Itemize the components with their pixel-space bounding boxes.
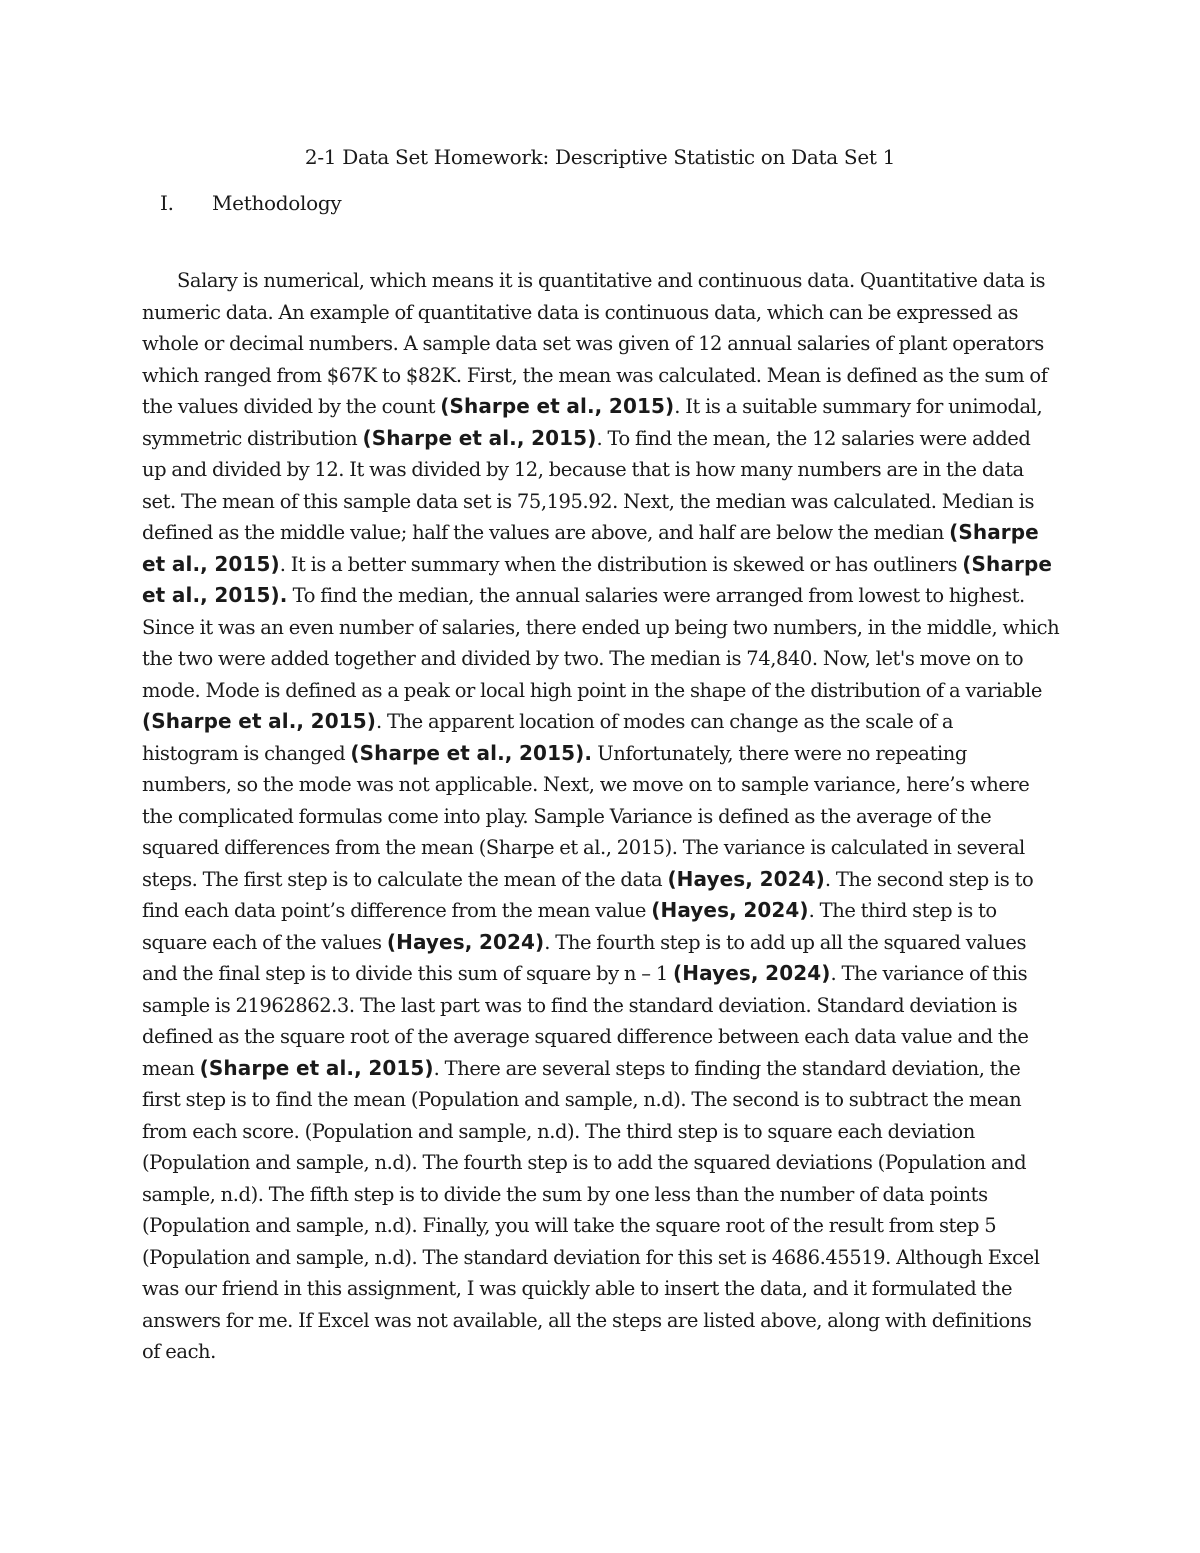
body-text-run: . The third step is to bbox=[808, 899, 997, 922]
body-line bbox=[142, 517, 1062, 549]
body-line bbox=[142, 706, 1062, 738]
citation: (Sharpe et al., 2015) bbox=[362, 425, 597, 450]
body-line bbox=[142, 738, 1062, 770]
body-text-run: sample is 21962862.3. The last part was to find the standard deviation. Standard deviation is bbox=[142, 993, 1018, 1017]
body-text-run: . To find the mean, the 12 salaries were added bbox=[596, 426, 1031, 450]
body-text-run: (Population and sample, n.d). The standard deviation for this set is 4686.45519. Although Excel bbox=[142, 1245, 1040, 1269]
body-text-run: the two were added together and divided by two. The median is 74,840. Now, let's move on to bbox=[142, 647, 1024, 670]
section-title: Methodology bbox=[212, 191, 342, 215]
body-line bbox=[142, 580, 1062, 612]
body-line bbox=[142, 423, 1062, 455]
body-line bbox=[142, 1242, 1062, 1274]
body-line bbox=[142, 486, 1062, 518]
body-text-run: . It is a better summary when the distribution is skewed or has outliners bbox=[279, 552, 963, 576]
body-line bbox=[142, 1336, 1062, 1368]
body-text-run: mean bbox=[142, 1056, 200, 1080]
body-line bbox=[142, 454, 1062, 486]
body-line bbox=[142, 769, 1062, 801]
body-line bbox=[142, 1021, 1062, 1053]
body-text-run: Salary is numerical, which means it is quantitative and continuous data. Quantitative data is bbox=[177, 269, 1046, 292]
body-text-run: . There are several steps to finding the standard deviation, the bbox=[433, 1056, 1021, 1080]
body-line bbox=[142, 1210, 1062, 1242]
document-title: 2-1 Data Set Homework: Descriptive Statistic on Data Set 1 bbox=[304, 145, 896, 169]
body-text-run: and the final step is to divide this sum of square by n – 1 bbox=[142, 962, 674, 985]
body-text-run: numeric data. An example of quantitative data is continuous data, which can be expressed as bbox=[142, 300, 1019, 324]
citation: (Hayes, 2024) bbox=[386, 929, 545, 954]
citation: et al., 2015) bbox=[142, 551, 280, 576]
body-line bbox=[142, 990, 1062, 1022]
citation: (Sharpe bbox=[962, 551, 1053, 576]
section-heading bbox=[160, 189, 341, 217]
body-line bbox=[142, 832, 1062, 864]
body-line bbox=[142, 328, 1062, 360]
section-number: I. bbox=[160, 191, 174, 215]
body-text-run: was our friend in this assignment, I was quickly able to insert the data, and it formulated the bbox=[142, 1277, 1013, 1300]
citation: et al., 2015). bbox=[142, 583, 288, 607]
body-line bbox=[142, 675, 1062, 707]
body-text-run: histogram is changed bbox=[142, 741, 351, 765]
body-text-run: . The fourth step is to add up all the squared values bbox=[544, 930, 1027, 954]
body-line bbox=[142, 360, 1062, 392]
body-line bbox=[142, 612, 1062, 644]
body-text-run: symmetric distribution bbox=[142, 426, 363, 450]
body-line bbox=[142, 801, 1062, 833]
body-text-run: from each score. (Population and sample, n.d). The third step is to square each deviation bbox=[142, 1119, 975, 1143]
body-text-run: defined as the middle value; half the values are above, and half are below the median bbox=[142, 521, 950, 544]
body-text-run: the values divided by the count bbox=[142, 395, 441, 418]
body-line bbox=[142, 927, 1062, 959]
citation: (Sharpe et al., 2015) bbox=[440, 394, 675, 418]
citation: (Hayes, 2024) bbox=[651, 898, 809, 922]
body-text-run: first step is to find the mean (Population and sample, n.d). The second is to subtract the mean bbox=[142, 1088, 1022, 1111]
citation: (Hayes, 2024) bbox=[667, 866, 825, 891]
body-text-run: . The variance of this bbox=[830, 962, 1028, 985]
citation: (Sharpe et al., 2015) bbox=[142, 709, 376, 733]
body-text-run: . The apparent location of modes can change as the scale of a bbox=[376, 710, 954, 733]
body-line bbox=[142, 1273, 1062, 1305]
body-text-run: (Population and sample, n.d). The fourth step is to add the squared deviations (Population and bbox=[142, 1151, 1027, 1174]
body-text-run: steps. The first step is to calculate the mean of the data bbox=[142, 867, 668, 891]
body-paragraph bbox=[142, 265, 1062, 1368]
body-line bbox=[142, 391, 1062, 423]
body-text-run: answers for me. If Excel was not available, all the steps are listed above, along with definitions bbox=[142, 1308, 1032, 1332]
body-text-run: find each data point’s difference from the mean value bbox=[142, 899, 652, 922]
citation: (Sharpe bbox=[949, 520, 1039, 544]
body-text-run: squared differences from the mean (Sharpe et al., 2015). The variance is calculated in several bbox=[142, 836, 1025, 859]
body-text-run: . The second step is to bbox=[824, 867, 1034, 891]
body-line bbox=[142, 643, 1062, 675]
body-text-run: defined as the square root of the average squared difference between each data value and the bbox=[142, 1025, 1029, 1048]
body-text-run: up and divided by 12. It was divided by 12, because that is how many numbers are in the data bbox=[142, 458, 1024, 481]
body-line bbox=[142, 895, 1062, 927]
body-line bbox=[142, 958, 1062, 990]
body-text-run: . It is a suitable summary for unimodal, bbox=[674, 395, 1043, 418]
body-line bbox=[142, 265, 1062, 297]
body-text-run: which ranged from $67K to $82K. First, the mean was calculated. Mean is defined as the sum of bbox=[142, 363, 1048, 387]
body-text-run: numbers, so the mode was not applicable. Next, we move on to sample variance, here’s where bbox=[142, 773, 1030, 796]
body-text-run: (Population and sample, n.d). Finally, you will take the square root of the result from step 5 bbox=[142, 1214, 997, 1237]
body-line bbox=[142, 1116, 1062, 1148]
body-text-run: mode. Mode is defined as a peak or local high point in the shape of the distribution of a variable bbox=[142, 678, 1042, 702]
body-line bbox=[142, 1053, 1062, 1085]
body-line bbox=[142, 864, 1062, 896]
body-text-run: Since it was an even number of salaries, there ended up being two numbers, in the middle, which bbox=[142, 615, 1060, 639]
body-text-run: set. The mean of this sample data set is 75,195.92. Next, the median was calculated. Median is bbox=[142, 489, 1035, 513]
citation: (Sharpe et al., 2015) bbox=[199, 1055, 434, 1080]
body-text-run: square each of the values bbox=[142, 930, 387, 954]
body-text-run: whole or decimal numbers. A sample data set was given of 12 annual salaries of plant operators bbox=[142, 332, 1044, 355]
body-text-run: the complicated formulas come into play. Sample Variance is defined as the average of the bbox=[142, 804, 992, 828]
body-line bbox=[142, 297, 1062, 329]
body-line bbox=[142, 1179, 1062, 1211]
body-line bbox=[142, 1147, 1062, 1179]
body-line bbox=[142, 1084, 1062, 1116]
citation: (Sharpe et al., 2015). bbox=[350, 740, 593, 765]
body-line bbox=[142, 549, 1062, 581]
body-text-run: sample, n.d). The fifth step is to divide the sum by one less than the number of data points bbox=[142, 1182, 988, 1206]
citation: (Hayes, 2024) bbox=[673, 961, 831, 985]
body-text-run: Unfortunately, there were no repeating bbox=[592, 741, 967, 765]
body-text-run: To find the median, the annual salaries were arranged from lowest to highest. bbox=[287, 584, 1025, 607]
body-text-run: of each. bbox=[142, 1340, 216, 1363]
body-line bbox=[142, 1305, 1062, 1337]
